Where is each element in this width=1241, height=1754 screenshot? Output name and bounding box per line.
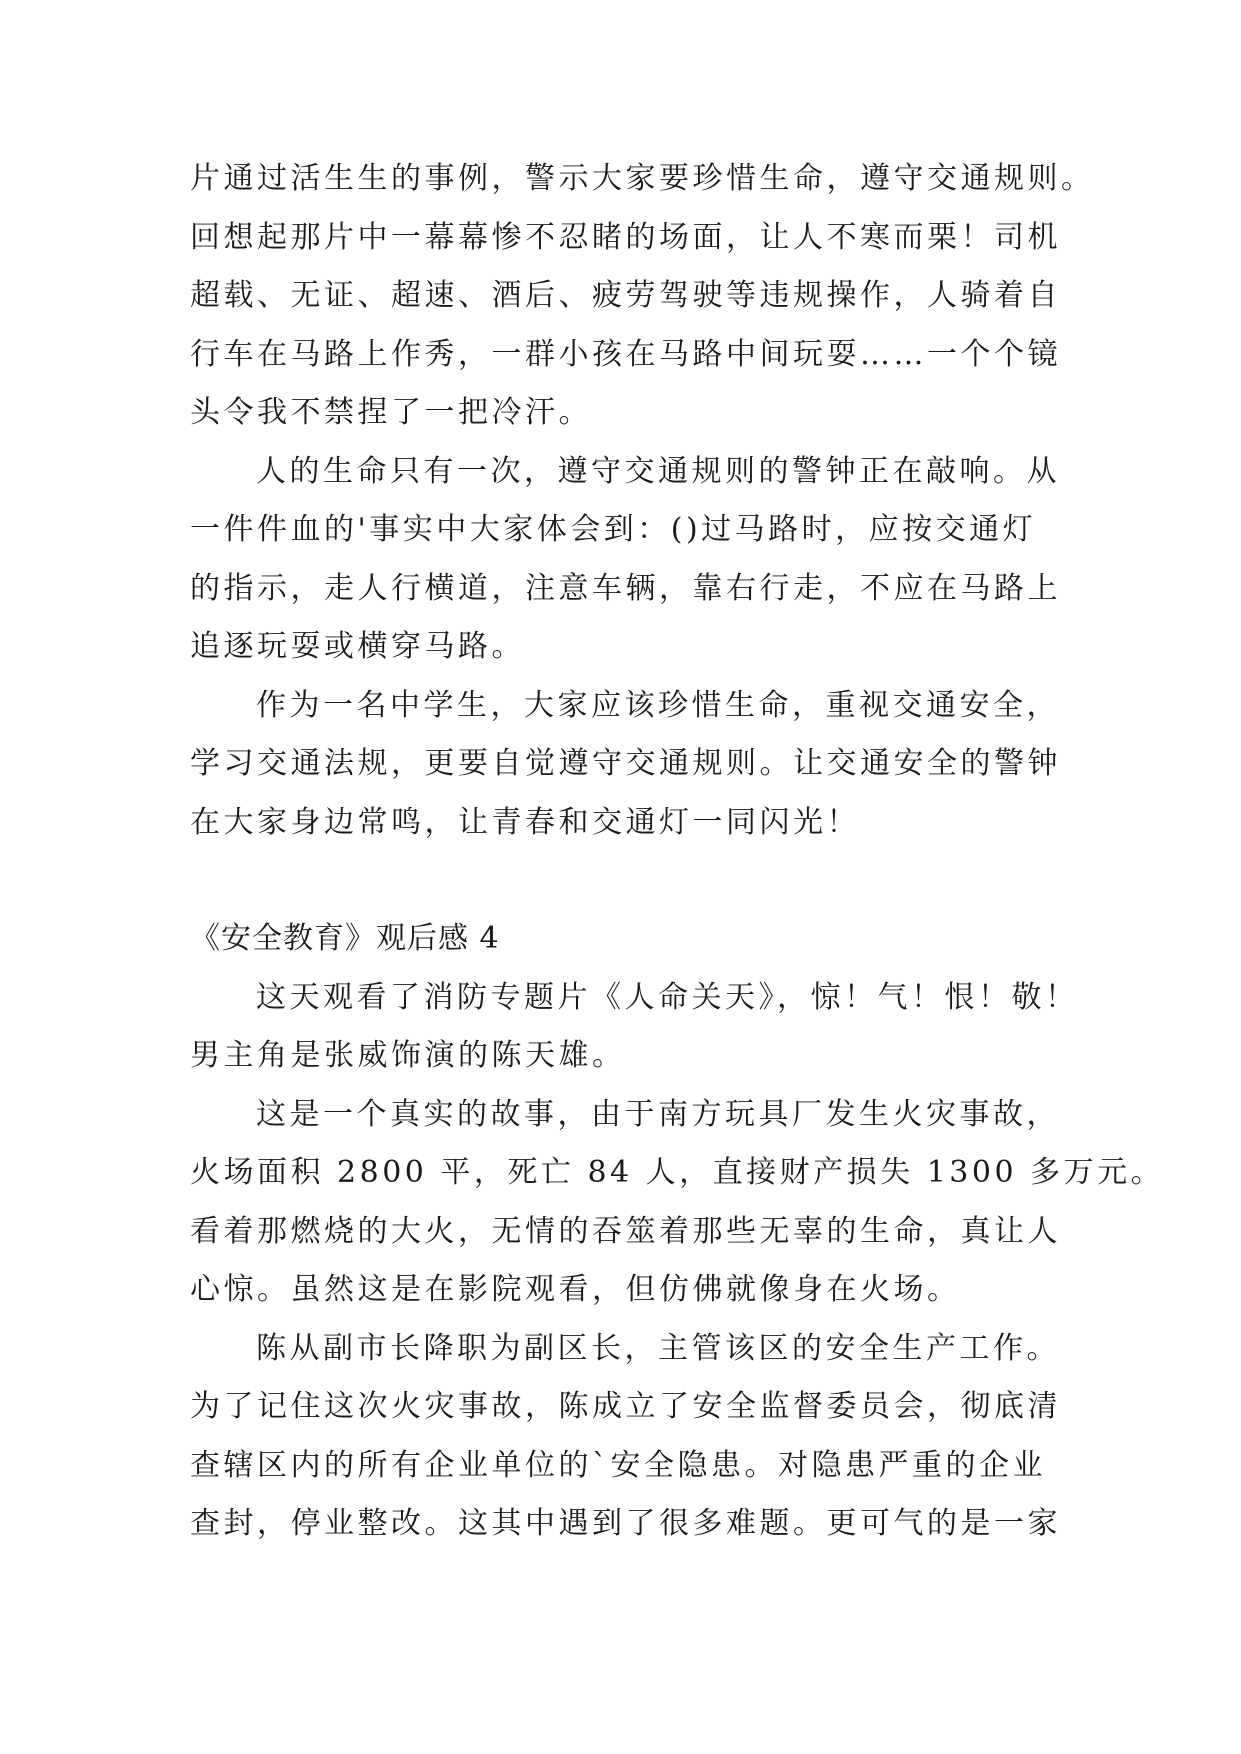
text-line: 一件件血的'事实中大家体会到：()过马路时，应按交通灯 [190,512,1037,547]
document-page [190,150,1165,1554]
text-line: 超载、无证、超速、酒后、疲劳驾驶等违规操作，人骑着自 [190,278,1061,313]
section-spacer [190,852,1070,910]
text-line: 在大家身边常鸣，让青春和交通灯一同闪光！ [190,804,860,840]
text-line: 回想起那片中一幕幕惨不忍睹的场面，让人不寒而栗！司机 [190,219,1061,255]
text-line: 这是一个真实的故事，由于南方玩具厂发生火灾事故， [256,1096,1060,1132]
text-line: 的指示，走人行横道，注意车辆，靠右行走，不应在马路上 [190,570,1061,606]
paragraph-traffic-video-continued [190,150,1095,443]
text-line: 作为一名中学生，大家应该珍惜生命，重视交通安全， [256,687,1060,723]
paragraph-fire-film-intro [190,969,1079,1086]
paragraph-deputy-mayor [190,1320,1070,1554]
text-line: 查辖区内的所有企业单位的`安全隐患。对隐患严重的企业 [190,1447,1046,1483]
paragraph-true-story [190,1086,1165,1320]
text-line: 火场面积 2800 平，死亡 84 人，直接财产损失 1300 多万元。 [190,1155,1165,1190]
text-line: 看着那燃烧的大火，无情的吞筮着那些无辜的生命，真让人 [190,1213,1061,1249]
text-line: 查封，停业整改。这其中遇到了很多难题。更可气的是一家 [190,1506,1061,1541]
text-line: 陈从副市长降职为副区长，主管该区的安全生产工作。 [256,1330,1060,1366]
text-line: 学习交通法规，更要自觉遵守交通规则。让交通安全的警钟 [190,746,1061,781]
text-line: 为了记住这次火灾事故，陈成立了安全监督委员会，彻底清 [190,1389,1061,1424]
text-line: 追逐玩耍或横穿马路。 [190,629,525,664]
text-line: 心惊。虽然这是在影院观看，但仿佛就像身在火场。 [190,1272,961,1307]
text-line: 这天观看了消防专题片《人命关天》，惊！气！恨！敬！ [256,979,1079,1015]
section-title: 《安全教育》观后感 4 [190,921,500,956]
paragraph-middle-school-student [190,677,1070,853]
text-line: 行车在马路上作秀，一群小孩在马路中间玩耍……一个个镜 [190,336,1061,372]
paragraph-life-only-once [190,443,1070,677]
text-line: 头令我不禁捏了一把冷汗。 [190,395,592,430]
text-line: 男主角是张威饰演的陈天雄。 [190,1038,626,1073]
text-line: 片通过活生生的事例，警示大家要珍惜生命，遵守交通规则。 [190,161,1095,196]
text-line: 人的生命只有一次，遵守交通规则的警钟正在敲响。从 [256,453,1060,489]
